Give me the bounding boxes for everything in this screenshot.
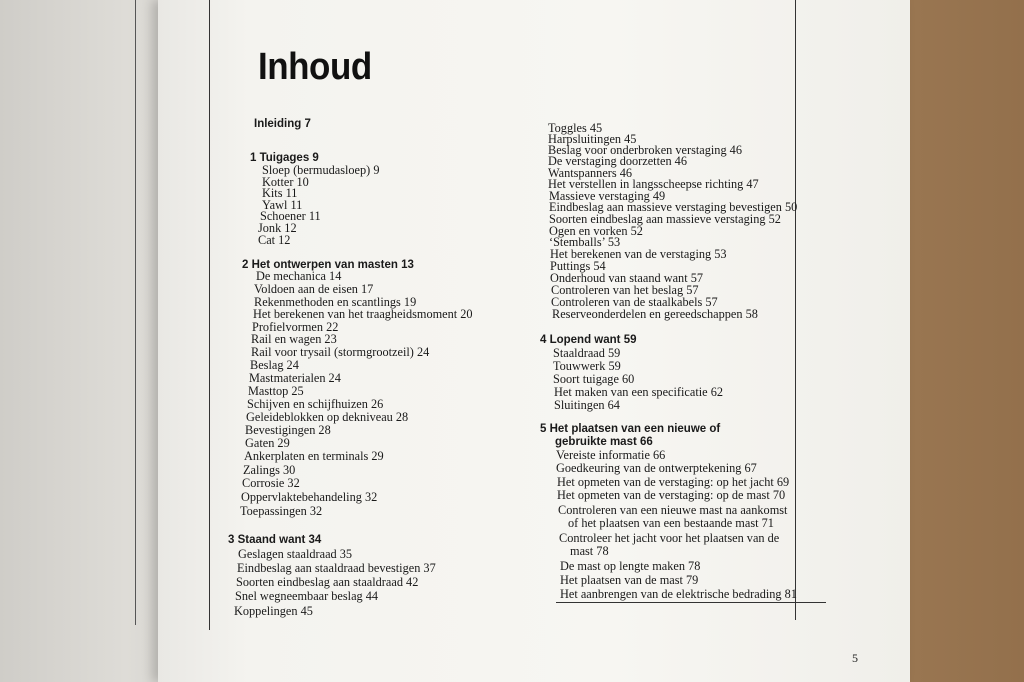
toc-entry: Eindbeslag aan massieve verstaging bevestigen 50: [549, 200, 798, 214]
toc-entry: Vereiste informatie 66: [556, 448, 666, 462]
toc-entry: Profielvormen 22: [252, 320, 339, 334]
toc-entry: Rail en wagen 23: [251, 332, 337, 346]
page-title: Inhoud: [258, 46, 372, 88]
toc-entry: Controleren van een nieuwe mast na aankomst: [558, 503, 788, 517]
toc-entry: Het maken van een specificatie 62: [554, 385, 724, 399]
toc-entry: Het berekenen van het traagheidsmoment 20: [253, 307, 473, 321]
toc-entry: Soort tuigage 60: [553, 372, 635, 386]
bottom-rule: [556, 602, 826, 603]
toc-entry: Geslagen staaldraad 35: [238, 547, 353, 561]
toc-entry: Kits 11: [262, 186, 298, 200]
toc-section-heading: 3 Staand want 34: [228, 534, 322, 546]
toc-entry: Controleren van het beslag 57: [551, 283, 699, 297]
toc-entry: Eindbeslag aan staaldraad bevestigen 37: [237, 561, 436, 575]
toc-section-heading: 2 Het ontwerpen van masten 13: [242, 259, 414, 271]
toc-entry: Jonk 12: [258, 221, 297, 235]
toc-entry: Harpsluitingen 45: [548, 132, 637, 146]
toc-entry: Ogen en vorken 52: [549, 224, 643, 238]
toc-section-heading: 5 Het plaatsen van een nieuwe of: [540, 423, 721, 435]
toc-entry: Oppervlaktebehandeling 32: [241, 490, 378, 504]
toc-entry: Kotter 10: [262, 175, 309, 189]
right-margin-rule: [795, 0, 796, 620]
toc-entry: Schoener 11: [260, 209, 321, 223]
toc-entry: Soorten eindbeslag aan staaldraad 42: [236, 575, 419, 589]
page-number: 5: [852, 651, 858, 665]
toc-section-heading: 1 Tuigages 9: [250, 152, 319, 164]
toc-entry: Het opmeten van de verstaging: op het jacht 69: [557, 475, 790, 489]
toc-entry: Beslag voor onderbroken verstaging 46: [548, 143, 742, 157]
toc-entry: mast 78: [570, 544, 609, 558]
toc-entry: Massieve verstaging 49: [549, 189, 666, 203]
toc-entry: De verstaging doorzetten 46: [548, 154, 687, 168]
toc-entry: Toepassingen 32: [240, 504, 323, 518]
toc-section-heading: Inleiding 7: [254, 118, 311, 130]
toc-entry: Rail voor trysail (stormgrootzeil) 24: [251, 345, 430, 359]
toc-entry: Toggles 45: [548, 121, 603, 135]
toc-section-heading: gebruikte mast 66: [555, 436, 653, 448]
toc-entry: Snel wegneembaar beslag 44: [235, 589, 379, 603]
toc-entry: Corrosie 32: [242, 476, 300, 490]
toc-entry: Controleren van de staalkabels 57: [551, 295, 718, 309]
toc-entry: Het berekenen van de verstaging 53: [550, 247, 727, 261]
toc-entry: Masttop 25: [248, 384, 304, 398]
toc-entry: Bevestigingen 28: [245, 423, 331, 437]
toc-entry: Onderhoud van staand want 57: [550, 271, 703, 285]
contents-page: [158, 0, 910, 682]
toc-entry: Rekenmethoden en scantlings 19: [254, 295, 417, 309]
toc-entry: Reserveonderdelen en gereedschappen 58: [552, 307, 758, 321]
toc-entry: Gaten 29: [245, 436, 290, 450]
toc-entry: Ankerplaten en terminals 29: [244, 449, 384, 463]
toc-entry: De mast op lengte maken 78: [560, 559, 701, 573]
facing-page-rule: [135, 0, 136, 625]
toc-entry: Cat 12: [258, 233, 291, 247]
toc-entry: Sloep (bermudasloep) 9: [262, 163, 380, 177]
toc-entry: Geleideblokken op dekniveau 28: [246, 410, 409, 424]
toc-entry: Het opmeten van de verstaging: op de mast 70: [557, 488, 786, 502]
toc-entry: Schijven en schijfhuizen 26: [247, 397, 384, 411]
toc-entry: Zalings 30: [243, 463, 296, 477]
toc-entry: Het aanbrengen van de elektrische bedrading 81: [560, 587, 797, 601]
toc-entry: of het plaatsen van een bestaande mast 71: [568, 516, 774, 530]
toc-section-heading: 4 Lopend want 59: [540, 334, 637, 346]
toc-entry: Voldoen aan de eisen 17: [254, 282, 374, 296]
toc-entry: Goedkeuring van de ontwerptekening 67: [556, 461, 757, 475]
toc-entry: Soorten eindbeslag aan massieve verstaging 52: [549, 212, 781, 226]
toc-entry: De mechanica 14: [256, 269, 342, 283]
toc-entry: Puttings 54: [550, 259, 606, 273]
toc-entry: Yawl 11: [262, 198, 303, 212]
toc-entry: Staaldraad 59: [553, 346, 621, 360]
toc-entry: Wantspanners 46: [548, 166, 633, 180]
toc-entry: Het plaatsen van de mast 79: [560, 573, 699, 587]
toc-entry: Mastmaterialen 24: [249, 371, 341, 385]
toc-entry: Beslag 24: [250, 358, 299, 372]
toc-entry: Controleer het jacht voor het plaatsen van de: [559, 531, 780, 545]
toc-entry: Touwwerk 59: [553, 359, 621, 373]
left-margin-rule: [209, 0, 210, 630]
toc-entry: Koppelingen 45: [234, 604, 313, 618]
toc-entry: ‘Stemballs’ 53: [549, 235, 621, 249]
toc-entry: Het verstellen in langsscheepse richting 47: [548, 177, 759, 191]
toc-entry: Sluitingen 64: [554, 398, 620, 412]
